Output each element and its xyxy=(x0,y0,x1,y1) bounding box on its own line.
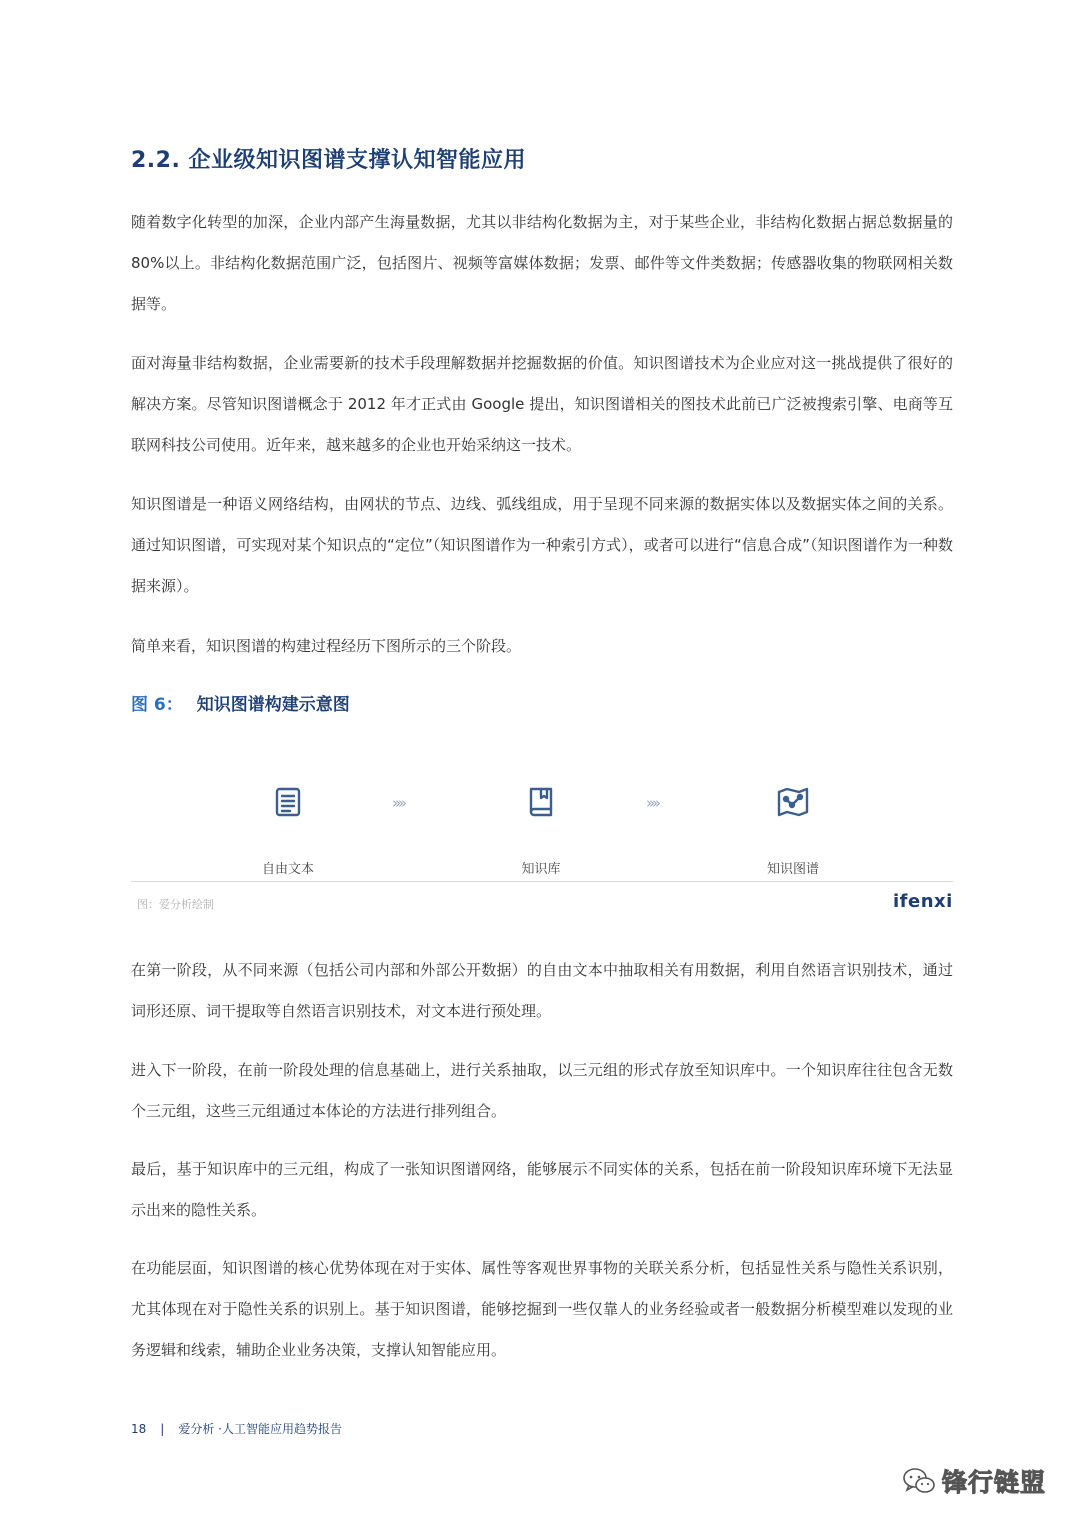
graph-map-icon xyxy=(775,784,811,820)
figure-divider xyxy=(131,881,953,882)
section-title: 2.2. 企业级知识图谱支撑认知智能应用 xyxy=(131,148,526,173)
watermark-text: 锋行链盟 xyxy=(942,1468,1047,1497)
figure-title: 知识图谱构建示意图 xyxy=(196,695,350,715)
footer-separator: | xyxy=(160,1422,165,1436)
wechat-icon xyxy=(902,1466,936,1496)
paragraph-knowledge-graph-solution: 面对海量非结构数据，企业需要新的技术手段理解数据并挖掘数据的价值。知识图谱技术为企业应对这一挑战提供了很好的解决方案。尽管知识图谱概念于 2012 年才正式由 Google 提出，知识图谱相关的图技术此前已广泛被搜索引擎、电商等互联网科技公司使用。近年来，越来越多的企业也开始采纳这一技术。 xyxy=(131,354,953,454)
paragraph-knowledge-graph-definition: 知识图谱是一种语义网络结构，由网状的节点、边线、弧线组成，用于呈现不同来源的数据实体以及数据实体之间的关系。通过知识图谱，可实现对某个知识点的“定位”（知识图谱作为一种索引方式），或者可以进行“信息合成”（知识图谱作为一种数据来源）。 xyxy=(131,495,953,595)
figure-step-free-text xyxy=(228,784,348,877)
wechat-watermark xyxy=(902,1461,1046,1501)
figure-arrows: ›››› xyxy=(392,794,404,812)
page-number: 18 xyxy=(131,1422,147,1436)
paragraph-stage-one: 在第一阶段，从不同来源（包括公司内部和外部公开数据）的自由文本中抽取相关有用数据，利用自然语言识别技术，通过词形还原、词干提取等自然语言识别技术，对文本进行预处理。 xyxy=(131,961,953,1020)
paragraph-stage-three: 最后，基于知识库中的三元组，构成了一张知识图谱网络，能够展示不同实体的关系，包括在前一阶段知识库环境下无法显示出来的隐性关系。 xyxy=(131,1160,953,1219)
figure-step-knowledge-base xyxy=(481,784,601,877)
ifenxi-logo: ifenxi xyxy=(893,891,953,912)
document-icon xyxy=(270,784,306,820)
figure-number: 图 6： xyxy=(131,695,183,715)
figure-step-label: 知识图谱 xyxy=(766,862,819,877)
figure-step-label: 自由文本 xyxy=(261,862,314,877)
figure-step-label: 知识库 xyxy=(521,862,561,877)
paragraph-unstructured-data: 随着数字化转型的加深，企业内部产生海量数据，尤其以非结构化数据为主，对于某些企业，非结构化数据占据总数据量的 80%以上。非结构化数据范围广泛，包括图片、视频等富媒体数据；发票、邮件等文件类数据；传感器收集的物联网相关数据等。 xyxy=(131,213,953,313)
publication-title: 爱分析 ·人工智能应用趋势报告 xyxy=(178,1422,342,1436)
book-icon xyxy=(523,784,559,820)
figure-arrows: ›››› xyxy=(646,794,658,812)
figure-step-knowledge-graph xyxy=(733,784,853,877)
figure-caption xyxy=(131,690,350,715)
paragraph-functional-advantage: 在功能层面，知识图谱的核心优势体现在对于实体、属性等客观世界事物的关联关系分析，包括显性关系与隐性关系识别，尤其体现在对于隐性关系的识别上。基于知识图谱，能够挖掘到一些仅靠人的业务经验或者一般数据分析模型难以发现的业务逻辑和线索，辅助企业业务决策，支撑认知智能应用。 xyxy=(131,1259,953,1359)
page-footer xyxy=(131,1420,342,1437)
figure-source: 图：爱分析绘制 xyxy=(137,898,214,911)
paragraph-stage-two: 进入下一阶段，在前一阶段处理的信息基础上，进行关系抽取，以三元组的形式存放至知识库中。一个知识库往往包含无数个三元组，这些三元组通过本体论的方法进行排列组合。 xyxy=(131,1061,953,1120)
paragraph-three-stages-intro: 简单来看，知识图谱的构建过程经历下图所示的三个阶段。 xyxy=(131,637,522,655)
